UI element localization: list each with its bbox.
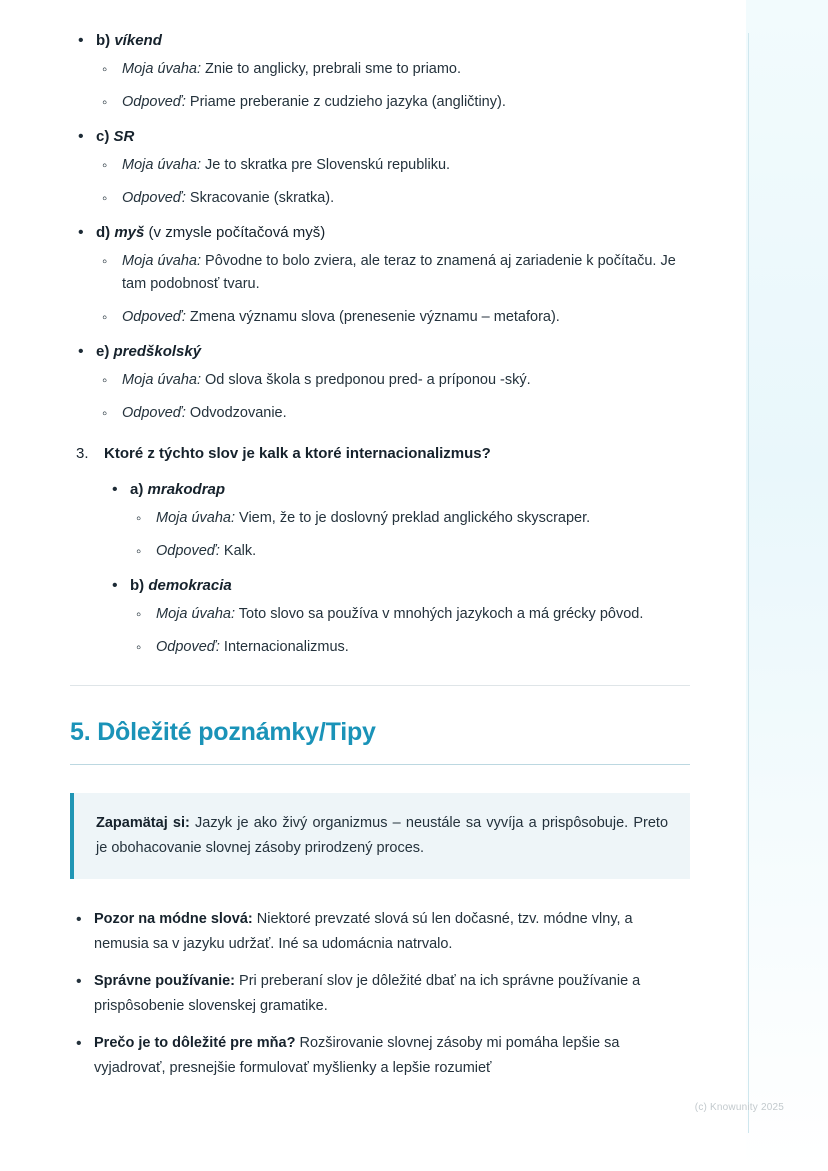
item-notes-list — [96, 369, 690, 425]
note-item — [130, 507, 690, 530]
section-heading-underline — [70, 764, 690, 765]
note-item — [96, 369, 690, 392]
note-text: Priame preberanie z cudzieho jazyka (angličtiny). — [185, 94, 506, 110]
note-label: Moja úvaha: — [122, 253, 201, 269]
list-item — [70, 339, 690, 425]
item-notes-list — [96, 58, 690, 114]
note-text: Zmena významu slova (prenesenie významu – metafora). — [185, 309, 560, 325]
note-item — [130, 636, 690, 659]
note-text: Od slova škola s predponou pred- a príponou -ský. — [201, 372, 531, 388]
item-term: víkend — [114, 32, 162, 49]
note-label: Moja úvaha: — [122, 372, 201, 388]
note-item — [130, 540, 690, 563]
note-item — [96, 58, 690, 81]
item-heading — [130, 477, 690, 503]
note-label: Moja úvaha: — [156, 510, 235, 526]
note-item — [130, 603, 690, 626]
item-notes-list — [96, 250, 690, 329]
item-heading — [96, 124, 690, 150]
page-vertical-rule — [748, 33, 749, 1133]
tip-text: Rozširovanie slovnej zásoby mi pomáha lepšie sa vyjadrovať, presnejšie formulovať myšlienky a lepšie rozumieť — [94, 1035, 620, 1076]
section-divider — [70, 685, 690, 686]
note-label: Moja úvaha: — [122, 61, 201, 77]
note-text: Kalk. — [219, 543, 257, 559]
list-item — [70, 220, 690, 329]
question-answers-list — [104, 477, 690, 659]
callout-box — [70, 793, 690, 879]
item-term: myš — [114, 224, 145, 241]
tip-text: Niektoré prevzaté slová sú len dočasné, tzv. módne vlny, a nemusia sa v jazyku udržať. Iné sa udomácnia natrvalo. — [94, 911, 633, 952]
note-item — [96, 402, 690, 425]
note-text: Skracovanie (skratka). — [185, 190, 335, 206]
note-label: Moja úvaha: — [122, 157, 201, 173]
question-list — [70, 441, 690, 659]
note-text: Pôvodne to bolo zviera, ale teraz to znamená aj zariadenie k počítaču. Je tam podobnosť tvaru. — [122, 253, 676, 292]
item-heading — [96, 339, 690, 365]
item-notes-list — [96, 154, 690, 210]
note-text: Viem, že to je doslovný preklad anglického skyscraper. — [235, 510, 591, 526]
note-item — [96, 187, 690, 210]
callout-label: Zapamätaj si: — [96, 815, 190, 831]
item-term: demokracia — [148, 577, 232, 594]
list-item — [104, 573, 690, 659]
list-item — [70, 907, 690, 957]
note-text: Toto slovo sa používa v mnohých jazykoch a má grécky pôvod. — [235, 606, 644, 622]
item-term: predškolský — [113, 343, 202, 360]
tips-list — [70, 907, 690, 1081]
item-term: mrakodrap — [147, 481, 226, 498]
note-label: Odpoveď: — [122, 94, 186, 110]
item-marker: b) — [96, 32, 111, 49]
item-term: SR — [113, 128, 135, 145]
callout-text: Jazyk je ako živý organizmus – neustále sa vyvíja a prispôsobuje. Preto je obohacovanie slovnej zásoby prirodzený proces. — [96, 815, 669, 856]
note-text: Je to skratka pre Slovenskú republiku. — [201, 157, 451, 173]
list-item — [70, 1031, 690, 1081]
tip-text: Pri preberaní slov je dôležité dbať na ich správne používanie a prispôsobenie slovenskej gramatike. — [94, 973, 641, 1014]
question-item — [70, 441, 690, 659]
note-item — [96, 306, 690, 329]
note-item — [96, 250, 690, 296]
note-label: Odpoveď: — [156, 639, 220, 655]
item-notes-list — [130, 507, 690, 563]
note-text: Znie to anglicky, prebrali sme to priamo. — [201, 61, 462, 77]
note-label: Odpoveď: — [122, 309, 186, 325]
note-text: Odvodzovanie. — [185, 405, 287, 421]
question-number: 3. — [76, 445, 89, 462]
watermark: (c) Knowunity 2025 — [694, 1102, 784, 1113]
note-item — [96, 91, 690, 114]
note-text: Internacionalizmus. — [219, 639, 349, 655]
list-item — [70, 124, 690, 210]
note-label: Odpoveď: — [122, 405, 186, 421]
item-term-suffix: (v zmysle počítačová myš) — [144, 224, 326, 241]
item-marker: e) — [96, 343, 110, 360]
item-marker: a) — [130, 481, 144, 498]
note-label: Odpoveď: — [122, 190, 186, 206]
note-label: Odpoveď: — [156, 543, 220, 559]
tip-label: Prečo je to dôležité pre mňa? — [94, 1035, 296, 1051]
item-marker: b) — [130, 577, 145, 594]
list-item — [70, 969, 690, 1019]
item-heading — [96, 28, 690, 54]
section-heading: 5. Dôležité poznámky/Tipy — [70, 718, 376, 746]
item-marker: c) — [96, 128, 110, 145]
item-heading — [96, 220, 690, 246]
tip-label: Pozor na módne slová: — [94, 911, 253, 927]
note-item — [96, 154, 690, 177]
note-label: Moja úvaha: — [156, 606, 235, 622]
continued-items-list — [70, 28, 690, 425]
tip-label: Správne používanie: — [94, 973, 236, 989]
list-item — [70, 28, 690, 114]
list-item — [104, 477, 690, 563]
item-heading — [130, 573, 690, 599]
item-marker: d) — [96, 224, 111, 241]
page-decorative-strip — [746, 0, 828, 1171]
item-notes-list — [130, 603, 690, 659]
question-text: Ktoré z týchto slov je kalk a ktoré internacionalizmus? — [104, 445, 491, 462]
